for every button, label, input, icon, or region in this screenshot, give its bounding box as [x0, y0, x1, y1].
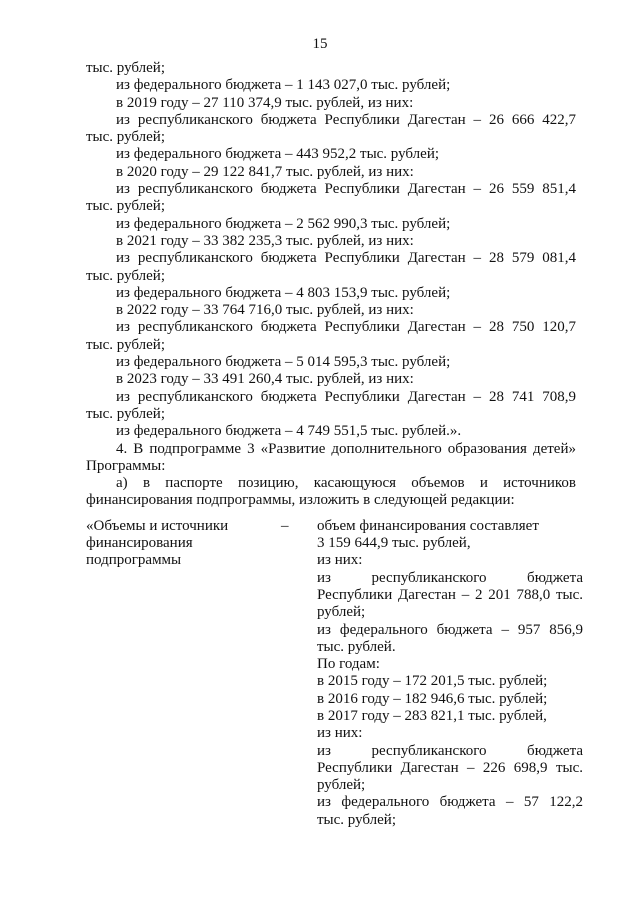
document-body [86, 60, 583, 829]
text-line: из республиканского бюджета Республики Дагестан – 26 666 422,7 [116, 111, 576, 128]
text-line: Программы: [86, 457, 166, 474]
table-right-column [317, 518, 583, 829]
table-right-line: из них: [317, 552, 363, 569]
text-line: 4. В подпрограмме 3 «Развитие дополнительного образования детей» [116, 440, 576, 457]
table-left-line: «Объемы и источники [86, 517, 229, 534]
table-right-line: Республики Дагестан – 226 698,9 тыс. [317, 759, 583, 776]
text-line: из федерального бюджета – 443 952,2 тыс. рублей; [116, 146, 440, 163]
text-line: из республиканского бюджета Республики Дагестан – 28 579 081,4 [116, 250, 576, 267]
text-line: в 2020 году – 29 122 841,7 тыс. рублей, из них: [116, 163, 414, 180]
table-left-line: подпрограммы [86, 552, 182, 569]
table-right-line: тыс. рублей; [317, 811, 396, 828]
text-line: тыс. рублей; [86, 336, 165, 353]
text-line: тыс. рублей; [86, 405, 165, 422]
table-right-line: объем финансирования составляет [317, 517, 539, 534]
text-line: финансирования подпрограммы, изложить в следующей редакции: [86, 492, 515, 509]
table-right-line: в 2015 году – 172 201,5 тыс. рублей; [317, 673, 548, 690]
table-right-line: тыс. рублей. [317, 638, 396, 655]
table-right-line: 3 159 644,9 тыс. рублей, [317, 535, 471, 552]
table-right-line: из них: [317, 725, 363, 742]
table-left-line: финансирования [86, 535, 193, 552]
table-right-line: из республиканского бюджета [317, 569, 583, 586]
table-right-line: рублей; [317, 604, 366, 621]
page-number: 15 [312, 36, 328, 52]
table-right-line: рублей; [317, 777, 366, 794]
text-line: в 2021 году – 33 382 235,3 тыс. рублей, из них: [116, 232, 414, 249]
text-line: тыс. рублей; [86, 267, 165, 284]
text-line: из республиканского бюджета Республики Дагестан – 26 559 851,4 [116, 181, 576, 198]
table-right-line: из федерального бюджета – 957 856,9 [317, 621, 583, 638]
table-right-line: из республиканского бюджета [317, 742, 583, 759]
text-line: в 2022 году – 33 764 716,0 тыс. рублей, из них: [116, 302, 414, 319]
table-right-line: в 2017 году – 283 821,1 тыс. рублей, [317, 707, 547, 724]
table-right-line: из федерального бюджета – 57 122,2 [317, 794, 583, 811]
text-line: из республиканского бюджета Республики Дагестан – 28 750 120,7 [116, 319, 576, 336]
table-right-line: в 2016 году – 182 946,6 тыс. рублей; [317, 690, 548, 707]
text-line: из федерального бюджета – 1 143 027,0 тыс. рублей; [116, 77, 451, 94]
text-line: из федерального бюджета – 2 562 990,3 тыс. рублей; [116, 215, 451, 232]
table-dash: – [281, 517, 289, 534]
text-line: из республиканского бюджета Республики Дагестан – 28 741 708,9 [116, 388, 576, 405]
text-line: из федерального бюджета – 4 803 153,9 тыс. рублей; [116, 284, 451, 301]
funding-table [86, 517, 583, 829]
text-line: тыс. рублей; [86, 129, 165, 146]
text-line: из федерального бюджета – 4 749 551,5 тыс. рублей.». [116, 423, 462, 440]
text-line: тыс. рублей; [86, 198, 165, 215]
table-right-line: Республики Дагестан – 2 201 788,0 тыс. [317, 586, 583, 603]
table-right-line: По годам: [317, 656, 380, 673]
text-line: в 2023 году – 33 491 260,4 тыс. рублей, из них: [116, 371, 414, 388]
text-line: из федерального бюджета – 5 014 595,3 тыс. рублей; [116, 354, 451, 371]
text-line: а) в паспорте позицию, касающуюся объемов и источников [116, 475, 576, 492]
text-line: тыс. рублей; [86, 60, 165, 76]
text-line: в 2019 году – 27 110 374,9 тыс. рублей, из них: [116, 94, 414, 111]
table-left-column [86, 518, 266, 570]
